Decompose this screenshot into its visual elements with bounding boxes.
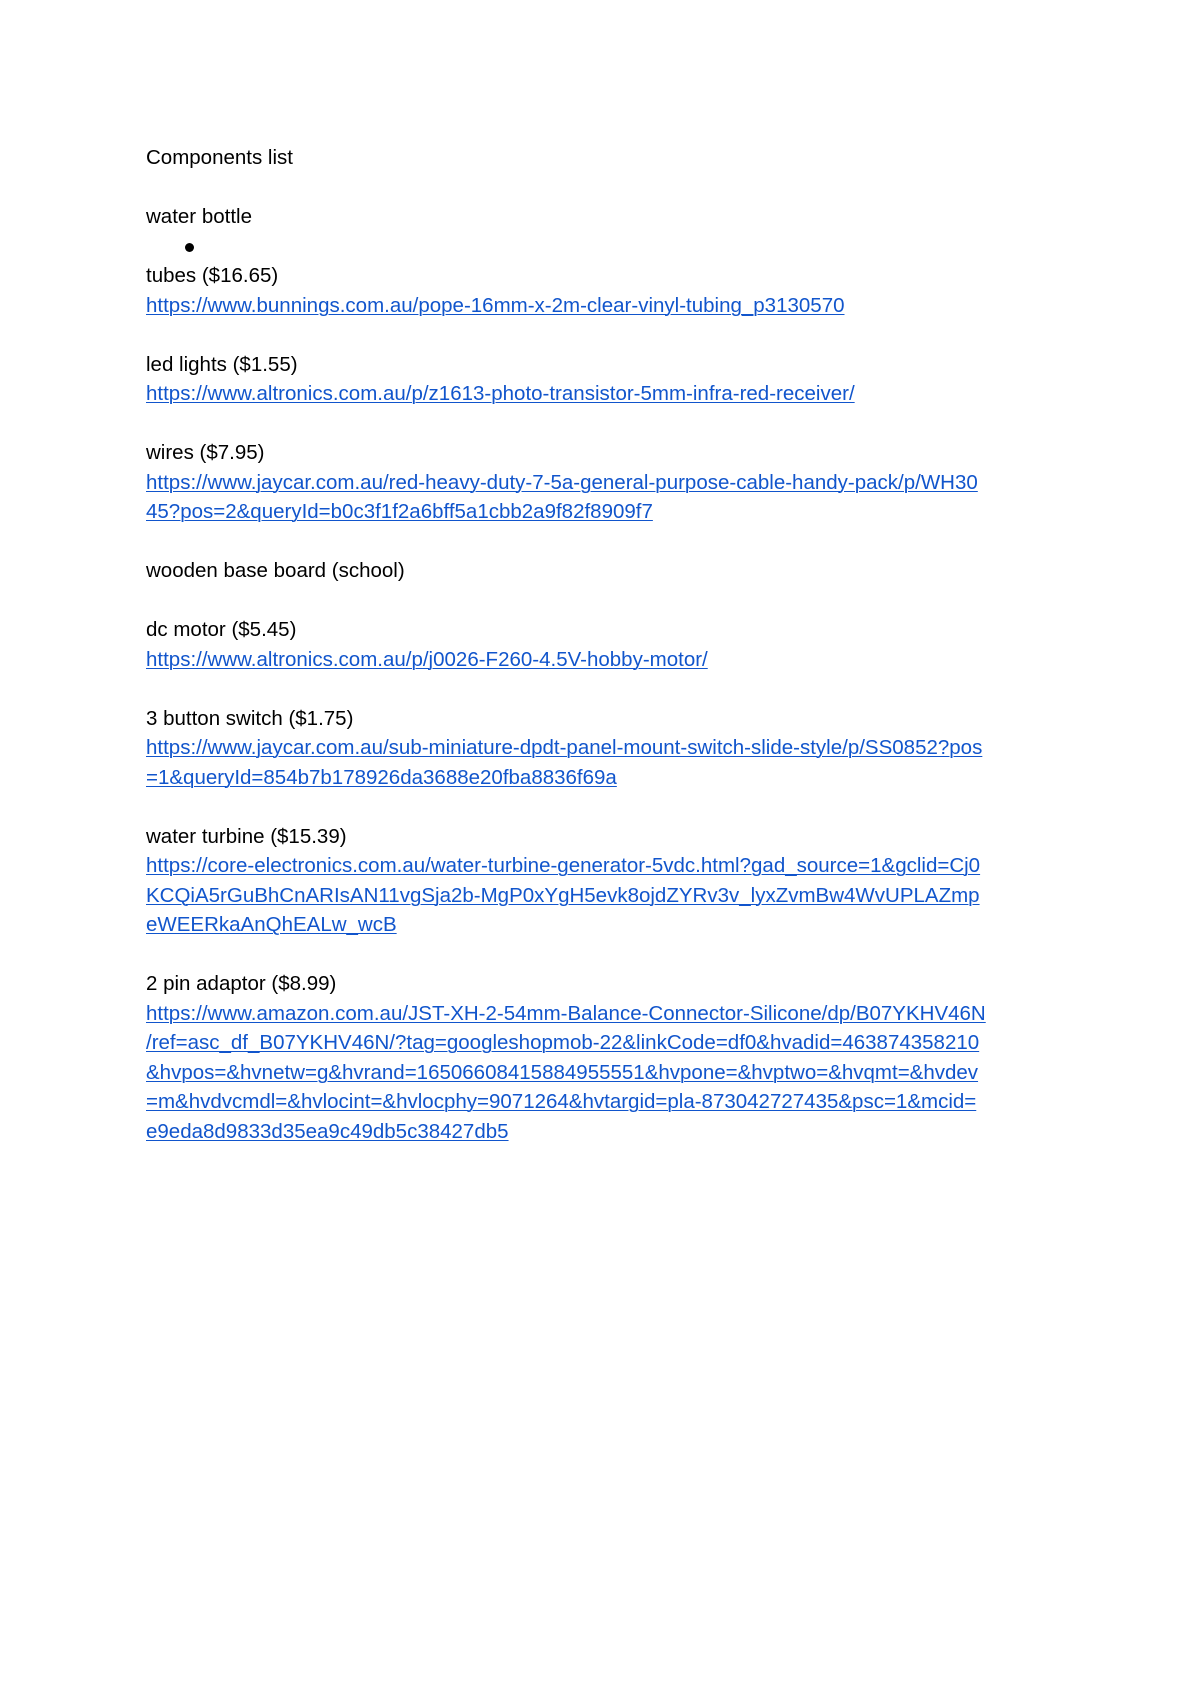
- component-link[interactable]: https://www.jaycar.com.au/sub-miniature-dpdt-panel-mount-switch-slide-style/p/SS0852?pos: [146, 736, 983, 759]
- component-link[interactable]: https://www.altronics.com.au/p/z1613-photo-transistor-5mm-infra-red-receiver/: [146, 382, 855, 405]
- spacer: [146, 940, 1066, 970]
- component-label: wires ($7.95): [146, 441, 265, 464]
- spacer: [146, 674, 1066, 704]
- component-link[interactable]: &hvpos=&hvnetw=g&hvrand=16506608415884955551&hvpone=&hvptwo=&hvqmt=&hvdev: [146, 1060, 979, 1084]
- component-label: 3 button switch ($1.75): [146, 706, 354, 730]
- components-list: [146, 261, 1066, 1146]
- spacer: [146, 320, 1066, 350]
- component-link[interactable]: =m&hvdvcmdl=&hvlocint=&hvlocphy=9071264&hvtargid=pla-873042727435&psc=1&mcid=: [146, 1090, 977, 1113]
- component-label: wooden base board (school): [146, 559, 405, 582]
- spacer: [146, 527, 1066, 557]
- document-title: Components list: [146, 146, 293, 169]
- component-link[interactable]: /ref=asc_df_B07YKHV46N/?tag=googleshopmob-22&linkCode=df0&hvadid=463874358210: [146, 1031, 980, 1054]
- spacer: [146, 792, 1066, 822]
- component-link[interactable]: https://www.jaycar.com.au/red-heavy-duty-7-5a-general-purpose-cable-handy-pack/p/WH30: [146, 470, 978, 494]
- component-label: 2 pin adaptor ($8.99): [146, 972, 337, 995]
- component-label: led lights ($1.55): [146, 352, 298, 376]
- component-link[interactable]: 45?pos=2&queryId=b0c3f1f2a6bff5a1cbb2a9f82f8909f7: [146, 500, 653, 523]
- component-link[interactable]: https://www.amazon.com.au/JST-XH-2-54mm-Balance-Connector-Silicone/dp/B07YKHV46N: [146, 1001, 986, 1025]
- component-link[interactable]: https://www.bunnings.com.au/pope-16mm-x-2m-clear-vinyl-tubing_p3130570: [146, 293, 845, 317]
- item-water-bottle-label: water bottle: [146, 205, 252, 228]
- component-link[interactable]: https://core-electronics.com.au/water-turbine-generator-5vdc.html?gad_source=1&gclid=Cj0: [146, 854, 981, 877]
- empty-bullet-item: [146, 232, 1066, 262]
- component-link[interactable]: =1&queryId=854b7b178926da3688e20fba8836f69a: [146, 765, 617, 789]
- spacer: [146, 409, 1066, 439]
- document-page: [146, 143, 1066, 1146]
- component-label: tubes ($16.65): [146, 264, 279, 287]
- component-link[interactable]: e9eda8d9833d35ea9c49db5c38427db5: [146, 1119, 509, 1143]
- bullet-icon: [185, 243, 194, 252]
- component-link[interactable]: https://www.altronics.com.au/p/j0026-F260-4.5V-hobby-motor/: [146, 647, 708, 671]
- spacer: [146, 173, 1066, 203]
- component-link[interactable]: eWEERkaAnQhEALw_wcB: [146, 913, 397, 936]
- component-label: water turbine ($15.39): [146, 824, 347, 848]
- spacer: [146, 586, 1066, 616]
- component-label: dc motor ($5.45): [146, 618, 297, 641]
- component-link[interactable]: KCQiA5rGuBhCnARIsAN11vgSja2b-MgP0xYgH5evk8ojdZYRv3v_lyxZvmBw4WvUPLAZmp: [146, 883, 980, 907]
